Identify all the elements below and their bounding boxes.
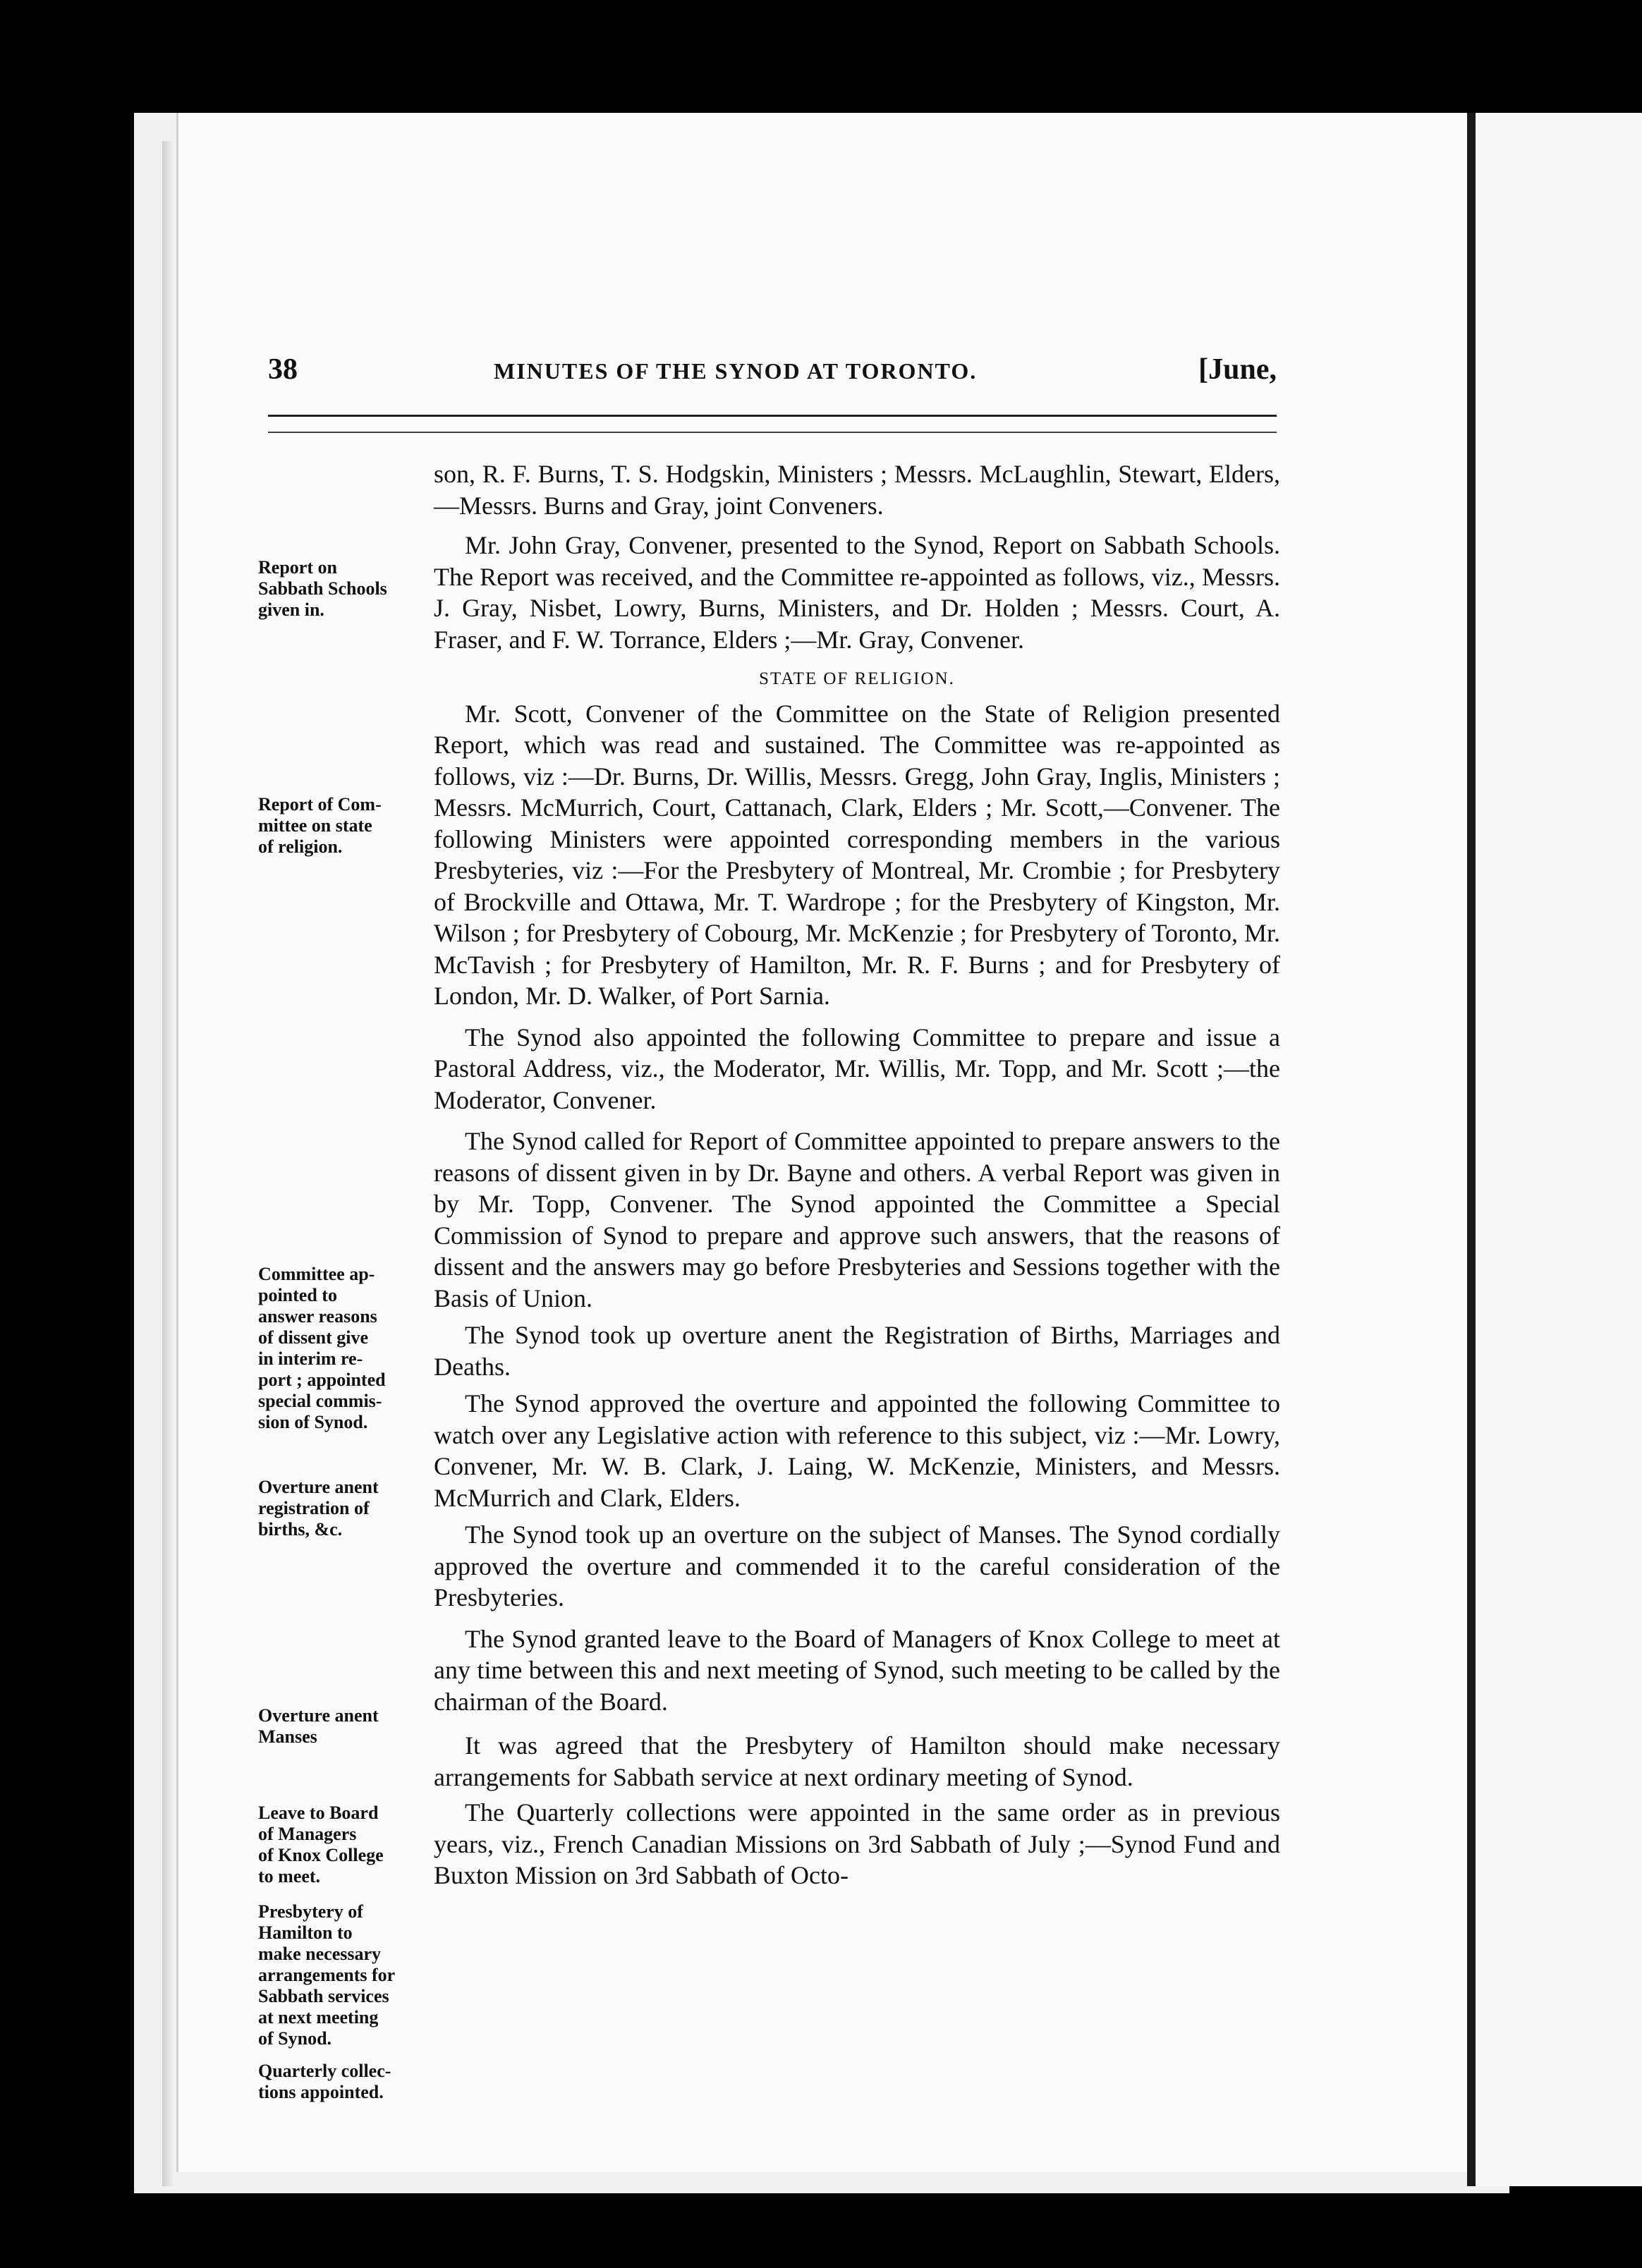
facing-page-strip	[1476, 113, 1642, 2186]
paragraph: The Synod approved the overture and appointed the following Committee to watch over any Legislative action with reference to this subject, viz :—Mr. Lowry, Convener, Mr. W. B. Clark, J. Laing, W. McKenzie, Ministers, and Messrs. McMurrich and Clark, Elders.	[434, 1389, 1280, 1512]
page-edge-shadow	[162, 141, 175, 2186]
page-number: 38	[268, 353, 298, 386]
paragraph: The Synod took up overture anent the Registration of Births, Marriages and Deaths.	[434, 1321, 1280, 1381]
margin-note: Quarterly collec- tions appointed.	[258, 2061, 391, 2102]
margin-note: Presbytery of Hamilton to make necessary arrangements for Sabbath services at next meeting of Synod.	[258, 1901, 396, 2049]
margin-note: Overture anent registration of births, &c.	[258, 1477, 379, 1540]
paragraph: The Synod granted leave to the Board of Managers of Knox College to meet at any time between this and next meeting of Synod, such meeting to be called by the chairman of the Board.	[434, 1624, 1280, 1716]
paragraph: The Quarterly collections were appointed in the same order as in previous years, viz., French Canadian Missions on 3rd Sabbath of July ;—Synod Fund and Buxton Mission on 3rd Sabbath of Octo-	[434, 1798, 1280, 1889]
margin-note: Report of Com- mittee on state of religion.	[258, 794, 382, 857]
margin-note: Leave to Board of Managers of Knox College to meet.	[258, 1803, 384, 1886]
paragraph: Mr. John Gray, Convener, presented to the Synod, Report on Sabbath Schools. The Report was received, and the Committee re-appointed as follows, viz., Messrs. J. Gray, Nisbet, Lowry, Burns, Ministers, and Dr. Holden ; Messrs. Court, A. Fraser, and F. W. Torrance, Elders ;—Mr. Gray, Convener.	[434, 531, 1280, 654]
paragraph: Mr. Scott, Convener of the Committee on the State of Religion presented Report, which was read and sustained. The Committee was re-appointed as follows, viz :—Dr. Burns, Dr. Willis, Messrs. Gregg, John Gray, Inglis, Ministers ; Messrs. McMurrich, Court, Cattanach, Clark, Elders ; Mr. Scott,—Convener. The following Ministers were appointed corresponding members in the various Presbyteries, viz :—For the Presbytery of Montreal, Mr. Crombie ; for Presbytery of Brockville and Ottawa, Mr. T. Wardrope ; for the Presbytery of Kingston, Mr. Wilson ; for Presbytery of Cobourg, Mr. McKenzie ; for Presbytery of Toronto, Mr. McTavish ; for Presbytery of Hamilton, Mr. R. F. Burns ; and for Presbytery of London, Mr. D. Walker, of Port Sarnia.	[434, 699, 1280, 1010]
paragraph: The Synod took up an overture on the subject of Manses. The Synod cordially approved the overture and commended it to the careful consideration of the Presbyteries.	[434, 1520, 1280, 1611]
section-heading: STATE OF RELIGION.	[759, 669, 955, 688]
paragraph: The Synod called for Report of Committee appointed to prepare answers to the reasons of dissent given in by Dr. Bayne and others. A verbal Report was given in by Mr. Topp, Convener. The Synod appointed the Committee a Special Commission of Synod to prepare and approve such answers, that the reasons of dissent and the answers may go before Presbyteries and Sessions together with the Basis of Union.	[434, 1127, 1280, 1312]
running-month: [June,	[1198, 353, 1277, 386]
running-header	[268, 353, 1291, 395]
margin-note: Committee ap- pointed to answer reasons of dissent give in interim re- port ; appointed special commis- sion of Synod.	[258, 1264, 386, 1432]
paragraph: son, R. F. Burns, T. S. Hodgskin, Ministers ; Messrs. McLaughlin, Stewart, Elders,—Messrs. Burns and Gray, joint Conveners.	[434, 460, 1280, 520]
header-rule-thin	[268, 432, 1277, 433]
body-text	[434, 458, 1280, 1891]
book-spine	[1467, 113, 1476, 2186]
running-title: MINUTES OF THE SYNOD AT TORONTO.	[494, 358, 978, 384]
margin-note: Report on Sabbath Schools given in.	[258, 557, 387, 620]
margin-note: Overture anent Manses	[258, 1705, 379, 1747]
header-rule	[268, 415, 1277, 417]
paragraph: The Synod also appointed the following Committee to prepare and issue a Pastoral Address, viz., the Moderator, Mr. Willis, Mr. Topp, and Mr. Scott ;—the Moderator, Convener.	[434, 1023, 1280, 1114]
paragraph: It was agreed that the Presbytery of Hamilton should make necessary arrangements for Sabbath service at next ordinary meeting of Synod.	[434, 1731, 1280, 1791]
